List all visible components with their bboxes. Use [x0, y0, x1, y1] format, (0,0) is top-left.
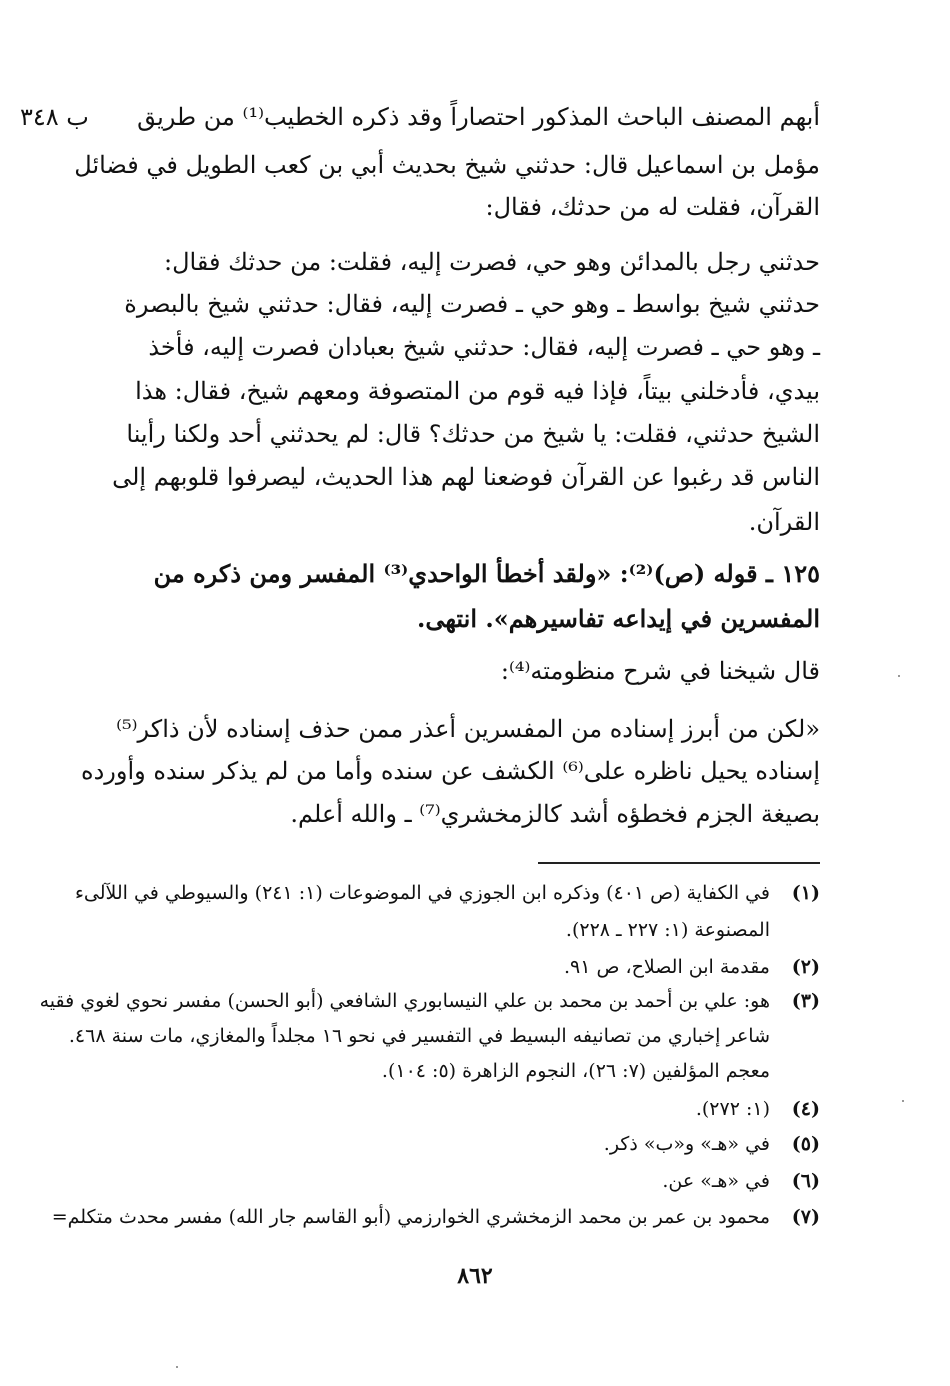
body-line-7: بيدي، فأدخلني بيتاً، فإذا فيه قوم من المتصوفة ومعهم شيخ، فقال: هذا — [135, 377, 820, 405]
body-line-3: القرآن، فقلت له من حدثك، فقال: — [485, 193, 820, 221]
footnote-4-number: (٤) — [791, 1098, 820, 1120]
footnote-5-number: (٥) — [791, 1133, 820, 1155]
footnote-5-line-1: في «هـ» و«ب» ذكر. — [603, 1133, 770, 1155]
footnote-1-number: (١) — [791, 882, 820, 904]
page-number: ٨٦٢ — [457, 1263, 493, 1289]
body-line-6: ـ وهو حي ـ فصرت إليه، فقال: حدثني شيخ بعبادان فصرت إليه، فأخذ — [148, 333, 820, 361]
footnote-3-number: (٣) — [791, 990, 820, 1012]
body-line-16: بصيغة الجزم فخطؤه أشد كالزمخشري⁽⁷⁾ ـ والله أعلم. — [290, 800, 820, 828]
body-line-10: القرآن. — [748, 508, 820, 536]
footnote-4-line-1: (١: ٢٧٢). — [695, 1098, 770, 1120]
body-line-14: «لكن من أبرز إسناده من المفسرين أعذر ممن حذف إسناده لأن ذاكر⁽⁵⁾ — [116, 715, 820, 743]
footnote-separator — [538, 862, 820, 864]
scan-speck — [898, 675, 900, 677]
scan-speck — [902, 1100, 904, 1102]
body-line-5: حدثني شيخ بواسط ـ وهو حي ـ فصرت إليه، فقال: حدثني شيخ بالبصرة — [124, 290, 820, 318]
footnote-7-number: (٧) — [791, 1206, 820, 1228]
footnote-2-line-1: مقدمة ابن الصلاح، ص ٩١. — [563, 956, 770, 978]
footnote-6-number: (٦) — [791, 1170, 820, 1192]
footnote-2-number: (٢) — [791, 956, 820, 978]
body-line-2: مؤمل بن اسماعيل قال: حدثني شيخ بحديث أبي بن كعب الطويل في فضائل — [74, 151, 820, 179]
body-line-13: قال شيخنا في شرح منظومته⁽⁴⁾: — [500, 657, 820, 685]
body-line-1: أبهم المصنف الباحث المذكور احتصاراً وقد ذكره الخطيب⁽¹⁾ من طريق — [137, 103, 820, 131]
footnote-3-line-2: شاعر إخباري من تصانيفه البسيط في التفسير في نحو ١٦ مجلداً والمغازي، مات سنة ٤٦٨. — [68, 1025, 770, 1047]
margin-manuscript-reference: ب ٣٤٨ — [20, 103, 89, 131]
footnote-6-line-1: في «هـ» عن. — [662, 1170, 770, 1192]
footnote-7-line-1: محمود بن عمر بن محمد الزمخشري الخوارزمي (أبو القاسم جار الله) مفسر محدث متكلم= — [51, 1206, 770, 1228]
body-line-15: إسناده يحيل ناظره على⁽⁶⁾ الكشف عن سنده وأما من لم يذكر سنده وأورده — [81, 757, 820, 785]
section-heading-line-2: المفسرين في إيداعه تفاسيرهم». انتهى. — [416, 604, 820, 633]
section-heading-line-1: ١٢٥ ـ قوله (ص)⁽²⁾: «ولقد أخطأ الواحدي⁽³⁾ المفسر ومن ذكره من — [153, 559, 820, 588]
scan-speck — [176, 1366, 178, 1368]
footnote-3-line-3: معجم المؤلفين (٧: ٢٦)، النجوم الزاهرة (٥: ١٠٤). — [381, 1060, 770, 1082]
body-line-8: الشيخ حدثني، فقلت: يا شيخ من حدثك؟ قال: لم يحدثني أحد ولكنا رأينا — [126, 420, 820, 448]
footnote-3-line-1: هو: علي بن أحمد بن محمد بن علي النيسابوري الشافعي (أبو الحسن) مفسر نحوي لغوي فقيه — [39, 990, 770, 1012]
footnote-1-line-1: في الكفاية (ص ٤٠١) وذكره ابن الجوزي في الموضوعات (١: ٢٤١) والسيوطي في اللآلىء — [74, 882, 770, 904]
footnote-1-line-2: المصنوعة (١: ٢٢٧ ـ ٢٢٨). — [565, 919, 770, 941]
body-line-4: حدثني رجل بالمدائن وهو حي، فصرت إليه، فقلت: من حدثك فقال: — [164, 248, 820, 276]
body-line-9: الناس قد رغبوا عن القرآن فوضعنا لهم هذا الحديث، ليصرفوا قلوبهم إلى — [112, 463, 820, 491]
